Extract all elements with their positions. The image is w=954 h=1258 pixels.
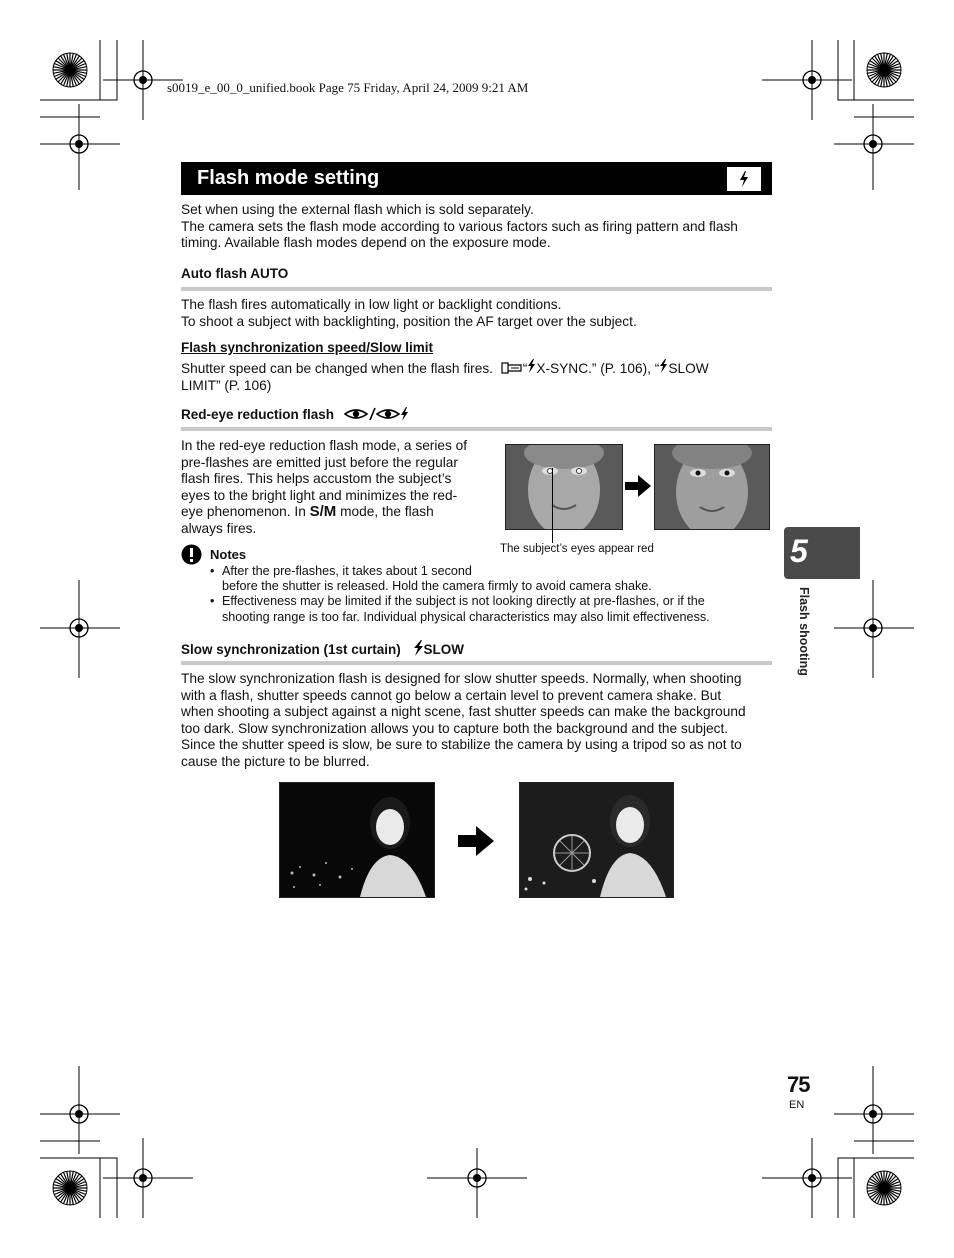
sync-speed-heading: Flash synchronization speed/Slow limit (181, 340, 434, 355)
language-code: EN (789, 1099, 805, 1111)
body-line: when shooting a subject against a night scene, fast shutter speeds can make the background (181, 704, 746, 720)
mode-label: SLOW (423, 642, 465, 657)
arrow-icon (457, 825, 495, 862)
sync-speed-body (181, 359, 709, 394)
body-line: with a flash, shutter speeds cannot go below a certain level to prevent camera shake. But (181, 687, 722, 703)
note-item (210, 594, 710, 624)
redeye-body (181, 438, 467, 538)
section-title-bar (181, 162, 772, 195)
sync-text: Shutter speed can be changed when the flash fires. (181, 361, 493, 376)
note-line: After the pre-flashes, it takes about 1 second (222, 564, 472, 578)
bullet: • (210, 594, 215, 609)
photo-caption: The subject’s eyes appear red (500, 543, 654, 555)
book-file-header: s0019_e_00_0_unified.book Page 75 Friday, April 24, 2009 9:21 AM (167, 80, 529, 95)
redeye-heading (181, 406, 414, 425)
note-line: before the shutter is released. Hold the camera firmly to avoid camera shake. (222, 579, 652, 594)
redeye-before-photo (505, 444, 623, 530)
body-line: too dark. Slow synchronization allows you to capture both the background and the subject. (181, 720, 729, 736)
flash-icon (659, 359, 668, 378)
caption-leader-line (552, 468, 553, 543)
auto-flash-body (181, 297, 637, 330)
slow-sync-body (181, 671, 746, 771)
body-line: eyes to the bright light and minimizes the red- (181, 487, 458, 503)
flash-icon (413, 640, 424, 659)
sync-text: X-SYNC.” (P. 106), “ (536, 361, 660, 376)
body-line: To shoot a subject with backlighting, position the AF target over the subject. (181, 313, 637, 329)
intro-line: The camera sets the flash mode according to various factors such as firing pattern and flash (181, 218, 738, 234)
redeye-after-photo (654, 444, 770, 530)
body-line: pre-flashes are emitted just before the regular (181, 454, 458, 470)
slow-sync-before-photo (279, 782, 435, 898)
sync-line-1 (181, 359, 709, 378)
body-line: always fires. (181, 520, 257, 536)
chapter-label-wrap (798, 587, 812, 697)
mode-label: S/M (309, 503, 337, 521)
body-line: Since the shutter speed is slow, be sure to stabilize the camera by using a tripod so as not to (181, 737, 742, 753)
divider (181, 661, 772, 665)
body-text: eye phenomenon. In (181, 504, 306, 520)
divider (181, 287, 772, 291)
note-item (210, 564, 710, 594)
page-reference-icon (501, 362, 523, 374)
note-line: Effectiveness may be limited if the subject is not looking directly at pre-flashes, or if the (222, 594, 705, 609)
slow-sync-heading (181, 640, 464, 659)
auto-flash-heading: Auto flash AUTO (181, 266, 289, 281)
quote-open: “ (522, 361, 528, 376)
body-line: The slow synchronization flash is designed for slow shutter speeds. Normally, when shooting (181, 671, 742, 686)
sync-line-2: LIMIT” (P. 106) (181, 377, 272, 393)
notes-list (210, 564, 710, 625)
chapter-tab (784, 527, 860, 579)
body-line: cause the picture to be blurred. (181, 753, 370, 769)
flash-icon (727, 167, 761, 191)
intro-line: timing. Available flash modes depend on the exposure mode. (181, 235, 551, 251)
intro-text (181, 202, 738, 252)
divider (181, 427, 772, 431)
body-text: mode, the flash (340, 504, 434, 520)
arrow-icon (624, 474, 652, 503)
body-line: flash fires. This helps accustom the subject’s (181, 471, 452, 487)
body-line: The flash fires automatically in low light or backlight conditions. (181, 297, 562, 312)
body-line (181, 504, 467, 521)
bullet: • (210, 564, 215, 578)
redeye-heading-text: Red-eye reduction flash (181, 407, 335, 422)
flash-icon (527, 359, 536, 378)
page-title: Flash mode setting (197, 167, 380, 189)
note-line: shooting range is too far. Individual physical characteristics may also limit effectiveness. (222, 609, 710, 624)
chapter-number: 5 (790, 533, 808, 569)
slow-sync-after-photo (519, 782, 674, 898)
notes-icon (181, 544, 202, 570)
chapter-label: Flash shooting (797, 587, 811, 676)
notes-heading: Notes (210, 547, 247, 562)
intro-line: Set when using the external flash which is sold separately. (181, 202, 534, 217)
sync-text: SLOW (668, 361, 709, 376)
body-line: In the red-eye reduction flash mode, a series of (181, 438, 468, 453)
slow-sync-heading-text: Slow synchronization (1st curtain) (181, 642, 401, 657)
page-number: 75 (787, 1072, 810, 1097)
redeye-icons (344, 406, 414, 425)
